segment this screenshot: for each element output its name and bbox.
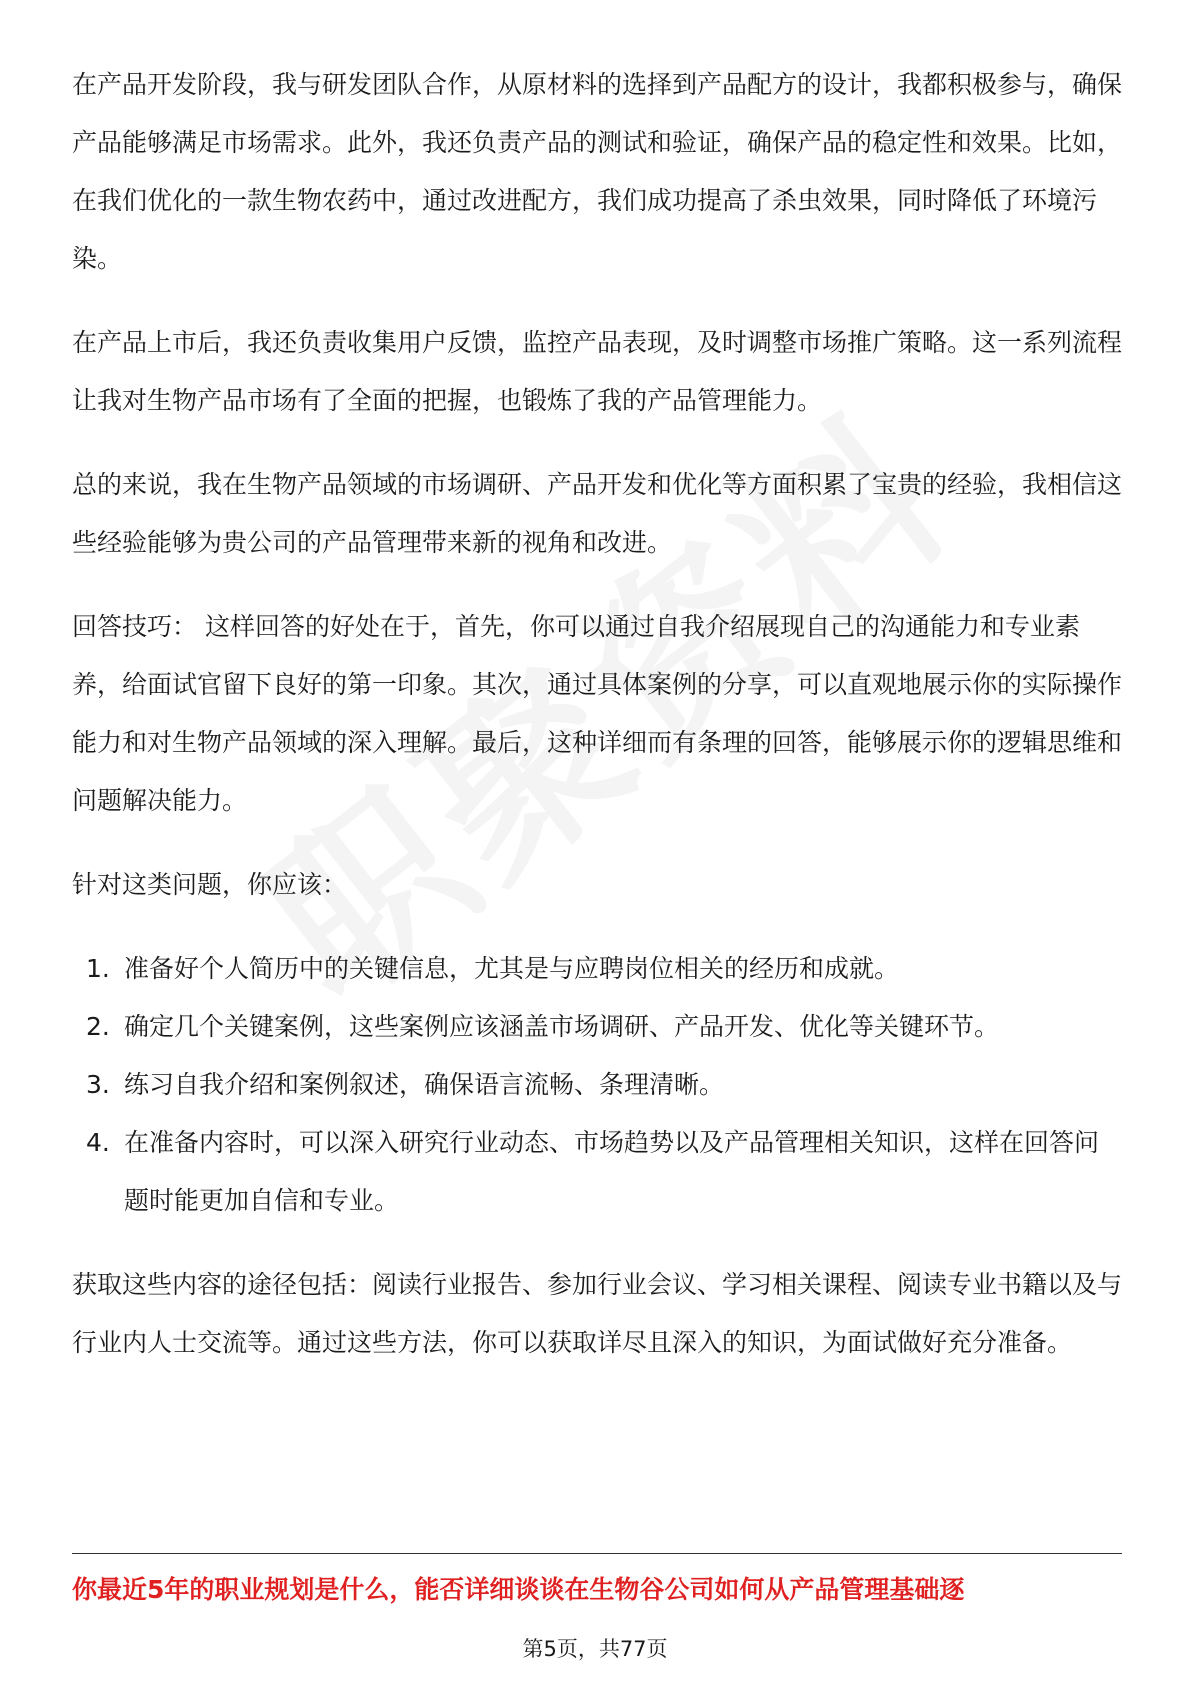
section-divider <box>72 1553 1122 1554</box>
list-text: 在准备内容时，可以深入研究行业动态、市场趋势以及产品管理相关知识，这样在回答问题时能更加自信和专业。 <box>124 1128 1100 1215</box>
list-text: 确定几个关键案例，这些案例应该涵盖市场调研、产品开发、优化等关键环节。 <box>124 1012 1000 1041</box>
list-item <box>72 1056 1122 1114</box>
list-number: 4. <box>86 1128 110 1157</box>
list-number: 1. <box>86 954 110 983</box>
list-text: 准备好个人简历中的关键信息，尤其是与应聘岗位相关的经历和成就。 <box>124 954 900 983</box>
paragraph-list-intro: 针对这类问题，你应该： <box>72 870 348 899</box>
list-number: 2. <box>86 1012 110 1041</box>
list-item <box>72 940 1122 998</box>
list-number: 3. <box>86 1070 110 1099</box>
preparation-list <box>72 940 1122 1230</box>
paragraph-post-launch: 在产品上市后，我还负责收集用户反馈，监控产品表现，及时调整市场推广策略。这一系列流程让我对生物产品市场有了全面的把握，也锻炼了我的产品管理能力。 <box>72 328 1123 415</box>
next-question-heading: 你最近5年的职业规划是什么，能否详细谈谈在生物谷公司如何从产品管理基础逐 <box>72 1575 965 1604</box>
paragraph-answer-tips: 回答技巧： 这样回答的好处在于，首先，你可以通过自我介绍展现自己的沟通能力和专业素养，给面试官留下良好的第一印象。其次，通过具体案例的分享，可以直观地展示你的实际操作能力和对生物产品领域的深入理解。最后，这种详细而有条理的回答，能够展示你的逻辑思维和问题解决能力。 <box>72 612 1123 815</box>
page-number: 第5页，共77页 <box>522 1637 668 1661</box>
list-item <box>72 998 1122 1056</box>
paragraph-product-development: 在产品开发阶段，我与研发团队合作，从原材料的选择到产品配方的设计，我都积极参与，确保产品能够满足市场需求。此外，我还负责产品的测试和验证，确保产品的稳定性和效果。比如，在我们优化的一款生物农药中，通过改进配方，我们成功提高了杀虫效果，同时降低了环境污染。 <box>72 70 1123 273</box>
list-text: 练习自我介绍和案例叙述，确保语言流畅、条理清晰。 <box>124 1070 725 1099</box>
paragraph-closing: 获取这些内容的途径包括：阅读行业报告、参加行业会议、学习相关课程、阅读专业书籍以及与行业内人士交流等。通过这些方法，你可以获取详尽且深入的知识，为面试做好充分准备。 <box>72 1270 1123 1357</box>
paragraph-summary: 总的来说，我在生物产品领域的市场调研、产品开发和优化等方面积累了宝贵的经验，我相信这些经验能够为贵公司的产品管理带来新的视角和改进。 <box>72 470 1123 557</box>
document-body <box>72 56 1122 1398</box>
list-item <box>72 1114 1122 1230</box>
